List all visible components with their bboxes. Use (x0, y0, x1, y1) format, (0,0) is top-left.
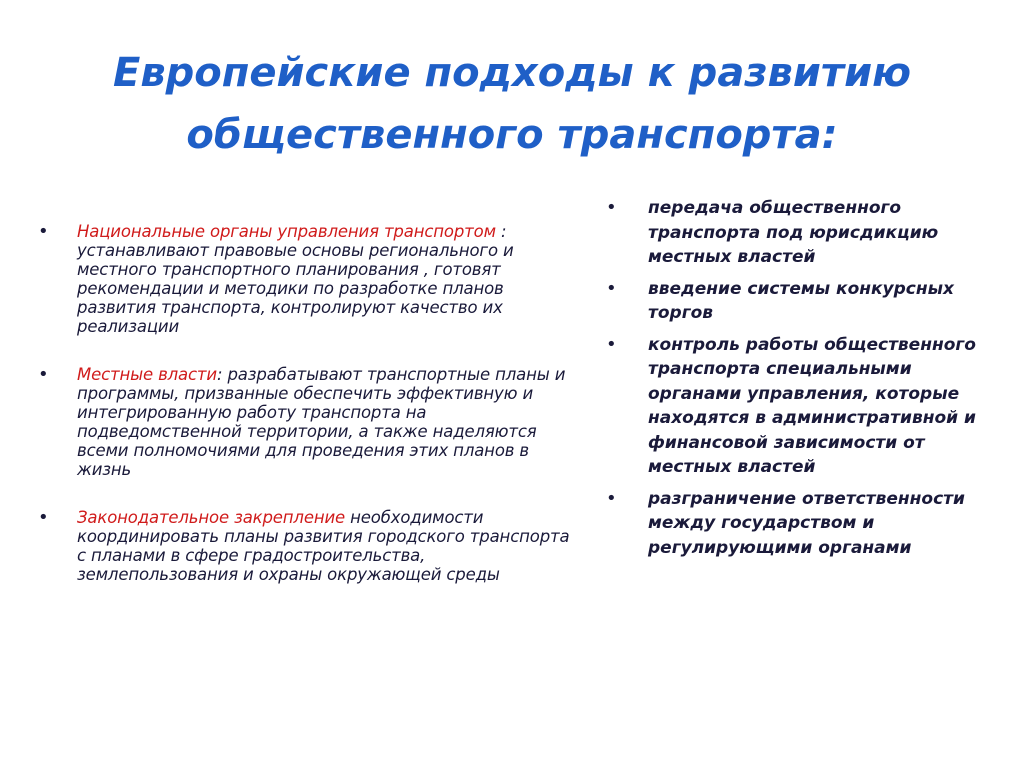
list-item (38, 222, 573, 336)
item-text: передача общественного транспорта под юрисдикцию местных властей (648, 198, 939, 267)
item-text: : устанавливают правовые основы регионального и местного транспортного планирования , готовят рекомендации и методики по разработке планов развития транспорта, контролируют качество их реализации (77, 222, 514, 336)
item-text: : разрабатывают транспортные планы и программы, призванные обеспечить эффективную и интегрированную работу транспорта на подведомственной территории, а также наделяются всеми полномочиями для проведения этих планов в жизнь (77, 365, 566, 479)
bullet-marker: • (38, 507, 49, 528)
bullet-marker: • (606, 333, 617, 355)
bullet-marker: • (606, 197, 617, 218)
bullet-marker: • (38, 364, 49, 385)
item-highlight: Местные власти (77, 365, 217, 384)
item-text: контроль работы общественного транспорта специальными органами управления, которые находятся в административной и финансовой зависимости от местных властей (648, 334, 976, 477)
item-highlight: Национальные органы управления транспортом (77, 222, 496, 241)
bullet-marker: • (606, 277, 617, 299)
list-item (38, 508, 573, 584)
slide-title: Европейские подходы к развитию общественного транспорта: (113, 50, 911, 158)
list-item (606, 333, 976, 480)
list-item (606, 277, 976, 326)
bullet-marker: • (606, 487, 617, 509)
right-bullet-list (606, 196, 976, 567)
list-item (606, 487, 976, 561)
item-text: введение системы конкурсных торгов (648, 278, 954, 323)
left-bullet-list (38, 222, 573, 613)
list-item (38, 365, 573, 479)
item-text: необходимости координировать планы развития городского транспорта с планами в сфере градостроительства, землепользования и охраны окружающей среды (77, 508, 570, 584)
item-highlight: Законодательное закрепление (77, 508, 346, 527)
list-item (606, 196, 976, 270)
bullet-marker: • (38, 221, 49, 242)
item-text: разграничение ответственности между государством и регулирующими органами (648, 488, 965, 558)
